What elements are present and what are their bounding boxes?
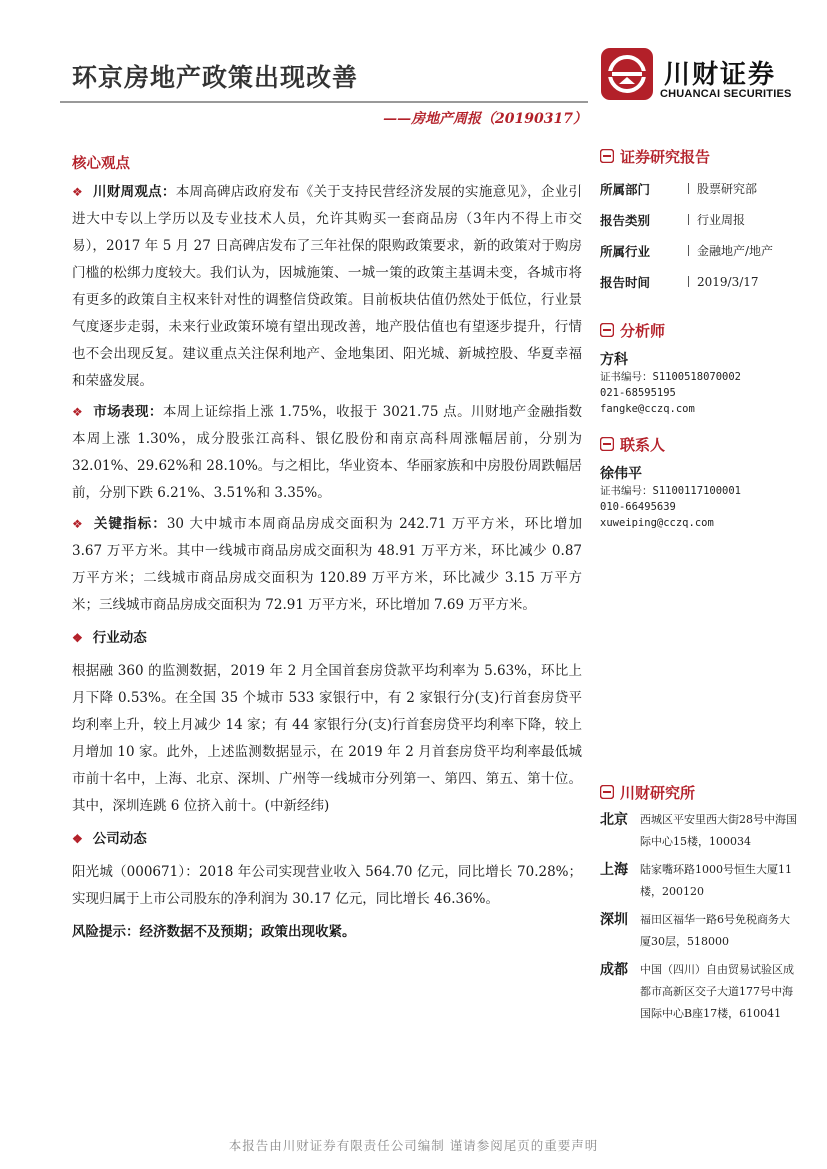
market-performance-paragraph	[72, 399, 582, 507]
diamond-bullet-icon: ❖	[72, 185, 84, 199]
company-name-cn: 川财证券	[664, 60, 777, 90]
analyst-heading: 分析师	[600, 319, 800, 341]
footer-disclaimer: 本报告由川财证券有限责任公司编制 谨请参阅尾页的重要声明	[228, 1138, 599, 1153]
industry-news-text: 根据融 360 的监测数据，2019 年 2 月全国首套房贷款平均利率为 5.63%，环比上月下降 0.53%。在全国 35 个城市 533 家银行中，有 2 家银行分(支)行首套房贷平均利率上升，较上月减少 14 家；有 44 家银行分(支)行首套房贷平均利率下降，较上月增加 10 家。此外，上述监测数据显示，在 2019 年 2 月首套房贷平均利率最低城市前十名中，上海、北京、深圳、广州等一线城市分列第一、第四、第五、第十位。其中，深圳连跳 6 位挤入前十。(中新经纬)	[72, 663, 582, 814]
contact-name: 徐伟平	[600, 466, 642, 482]
weekly-view-label: 川财周观点：	[93, 184, 176, 200]
report-subtitle: ——房地产周报（20190317）	[383, 111, 587, 127]
section-marker-icon	[600, 437, 614, 451]
risk-warning: 风险提示：经济数据不及预期；政策出现收紧。	[72, 924, 356, 940]
analyst-cert: 证书编号：S1100518070002	[600, 371, 742, 383]
industry-news-heading: ❖ 行业动态	[72, 630, 147, 646]
section-marker-icon	[600, 323, 614, 337]
analyst-phone: 021-68595195	[600, 387, 676, 399]
key-indicators-paragraph	[72, 511, 582, 619]
office-shenzhen: 深圳 福田区福华一路6号免税商务大厦30层，518000	[600, 912, 790, 948]
info-row-department: 所属部门 股票研究部	[600, 181, 758, 197]
weekly-view-text: 本周高碑店政府发布《关于支持民营经济发展的实施意见》，企业引进大中专以上学历以及专业技术人员，允许其购买一套商品房（3年内不得上市交易），2017 年 5 月 27 日高碑店发布了三年社保的限购政策要求，新的政策对于购房门槛的松绑力度较大。我们认为，因城施策、一城一策的政策主基调未变，各城市将有更多的政策自主权来针对性的调整信贷政策。目前板块估值仍然处于低位，行业景气度逐步走弱，未来行业政策环境有望出现改善，地产股估值也有望逐步提升，行情也不会出现反复。建议重点关注保利地产、金地集团、阳光城、新城控股、华夏幸福和荣盛发展。	[72, 184, 583, 389]
analyst-email: fangke@cczq.com	[600, 403, 695, 415]
institute-heading: 川财研究所	[600, 781, 800, 803]
diamond-bullet-icon: ❖	[72, 832, 83, 846]
report-title: 环京房地产政策出现改善	[72, 63, 359, 92]
info-row-industry: 所属行业 金融地产/地产	[600, 243, 774, 259]
sidebar	[600, 145, 800, 1031]
company-logo-icon	[601, 48, 653, 100]
contact-cert: 证书编号：S1100117100001	[600, 485, 742, 497]
section-marker-icon	[600, 149, 614, 163]
report-type-heading: 证券研究报告	[600, 145, 800, 167]
company-news-text: 阳光城（000671）：2018 年公司实现营业收入 564.70 亿元，同比增长 70.28%；实现归属于上市公司股东的净利润为 30.17 亿元，同比增长 46.36%。	[72, 864, 582, 907]
market-performance-text: 本周上证综指上涨 1.75%，收报于 3021.75 点。川财地产金融指数本周上涨 1.30%，成分股张江高科、银亿股份和南京高科周涨幅居前，分别为 32.01%、29.62%和 28.10%。与之相比，华业资本、华丽家族和中房股份周跌幅居前，分别下跌 6.21%、3.51%和 3.35%。	[72, 404, 582, 501]
contact-phone: 010-66495639	[600, 501, 676, 513]
diamond-bullet-icon: ❖	[72, 631, 83, 645]
company-news-heading: ❖ 公司动态	[72, 831, 147, 847]
analyst-name: 方科	[600, 352, 628, 368]
contact-heading: 联系人	[600, 433, 800, 455]
main-content	[72, 150, 582, 946]
office-shanghai: 上海 陆家嘴环路1000号恒生大厦11楼，200120	[600, 862, 792, 898]
core-views-heading: 核心观点	[72, 155, 130, 172]
company-name-en: CHUANCAI SECURITIES	[660, 88, 792, 100]
key-indicators-label: 关键指标：	[93, 516, 167, 532]
section-marker-icon	[600, 785, 614, 799]
office-beijing: 北京 西城区平安里西大街28号中海国际中心15楼，100034	[600, 812, 797, 848]
key-indicators-text: 30 大中城市本周商品房成交面积为 242.71 万平方米，环比增加 3.67 万平方米。其中一线城市商品房成交面积为 48.91 万平方米，环比减少 0.87 万平方米；二线城市商品房成交面积为 120.89 万平方米，环比减少 3.15 万平方米；三线城市商品房成交面积为 72.91 万平方米，环比增加 7.69 万平方米。	[72, 516, 583, 613]
office-chengdu: 成都 中国（四川）自由贸易试验区成都市高新区交子大道177号中海国际中心B座17楼，610041	[600, 962, 794, 1020]
info-row-category: 报告类别 行业周报	[600, 212, 746, 228]
info-row-date: 报告时间 2019/3/17	[600, 274, 759, 290]
market-performance-label: 市场表现：	[93, 404, 163, 420]
weekly-view-paragraph	[72, 179, 582, 395]
diamond-bullet-icon: ❖	[72, 405, 84, 419]
diamond-bullet-icon: ❖	[72, 517, 84, 531]
header-divider	[60, 101, 588, 103]
contact-email: xuweiping@cczq.com	[600, 517, 714, 529]
